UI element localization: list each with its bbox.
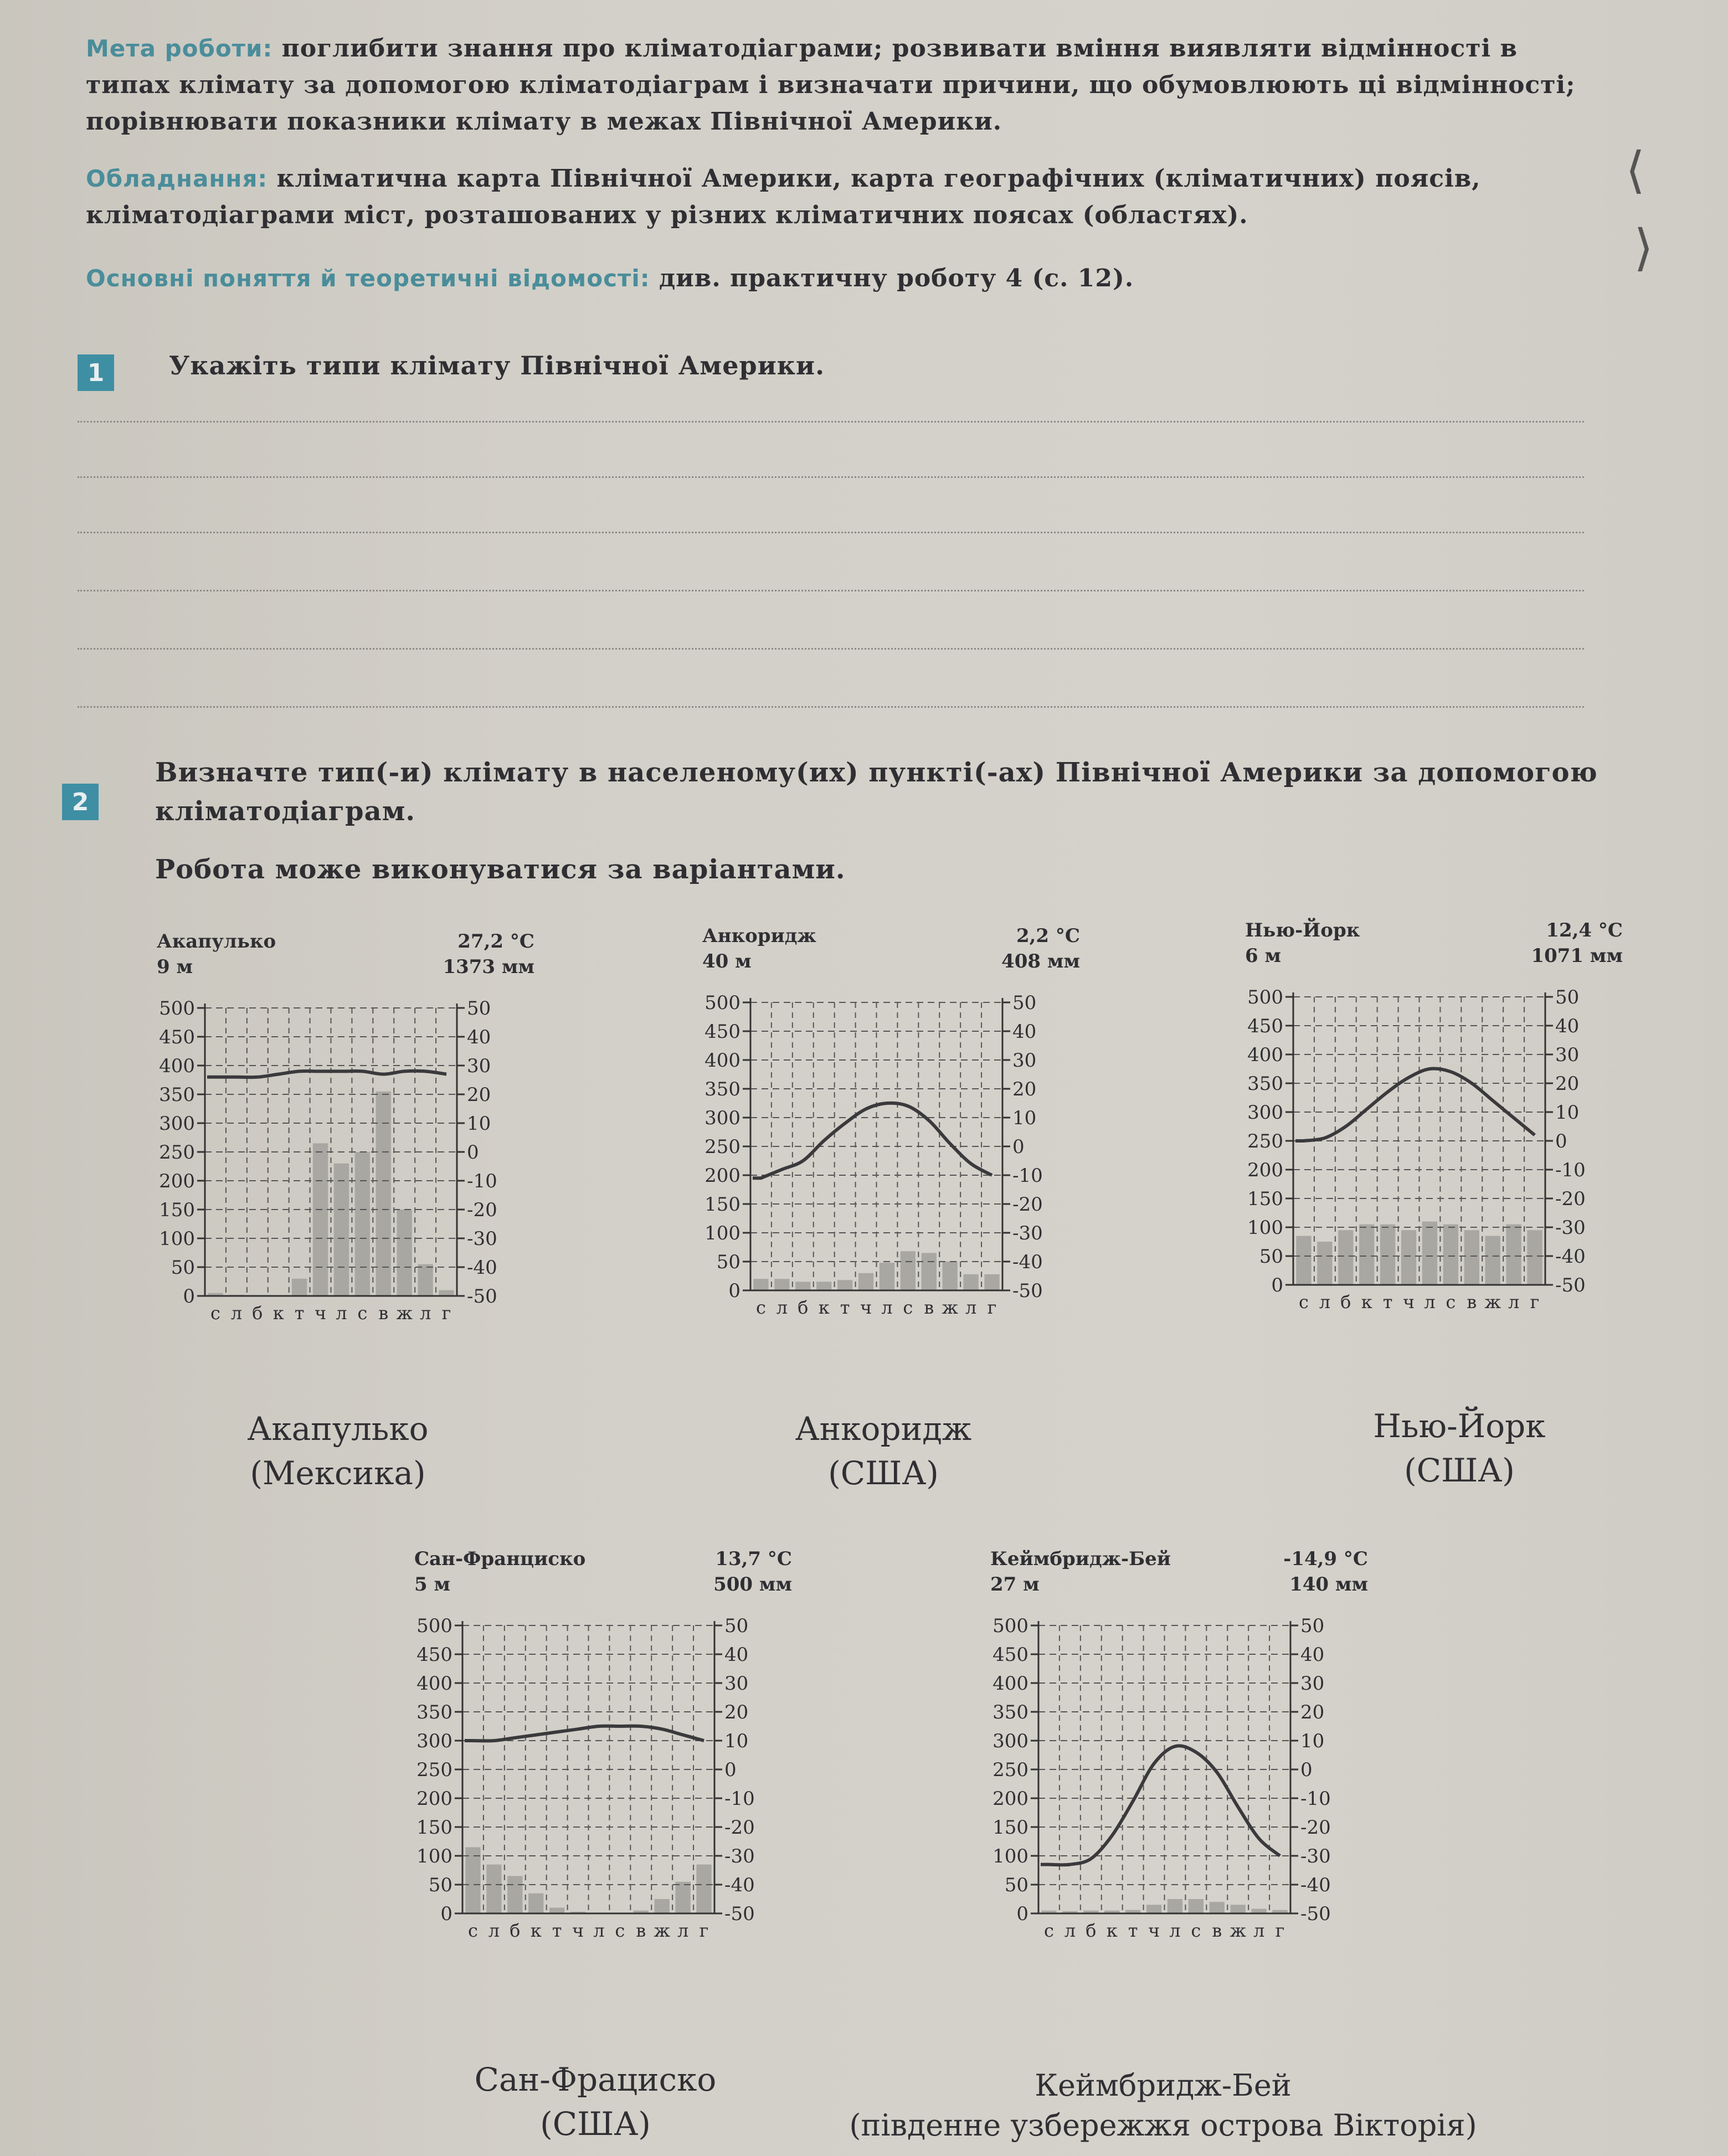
right-tick-label: -40 bbox=[724, 1874, 755, 1896]
precipitation-bar bbox=[922, 1253, 937, 1290]
right-tick-label: -10 bbox=[724, 1788, 755, 1810]
month-label: л bbox=[965, 1297, 977, 1318]
precipitation-bar bbox=[376, 1092, 391, 1296]
right-tick-label: 10 bbox=[467, 1113, 491, 1135]
caption-city: Сан-Фрациско bbox=[474, 2061, 717, 2098]
station-elevation: 27 м bbox=[990, 1573, 1040, 1596]
month-label: л bbox=[230, 1303, 243, 1324]
precipitation-bar bbox=[1464, 1230, 1479, 1285]
caption-new-york bbox=[1293, 1404, 1626, 1493]
left-tick-label: 250 bbox=[1247, 1130, 1283, 1152]
caption-city: Анкоридж bbox=[795, 1410, 972, 1448]
precipitation-bar bbox=[439, 1290, 454, 1296]
left-tick-label: 300 bbox=[992, 1730, 1028, 1752]
month-label: в bbox=[1212, 1920, 1222, 1941]
right-tick-label: -40 bbox=[1555, 1246, 1586, 1268]
station-name: Сан-Франциско bbox=[414, 1548, 586, 1570]
concepts-label: Основні поняття й теоретичні відомості: bbox=[86, 265, 650, 292]
right-tick-label: -20 bbox=[1300, 1817, 1331, 1839]
right-tick-label: -50 bbox=[1555, 1274, 1586, 1296]
month-label: в bbox=[1467, 1291, 1477, 1313]
precipitation-bar bbox=[753, 1279, 768, 1290]
precipitation-bar bbox=[549, 1908, 564, 1913]
left-tick-label: 100 bbox=[704, 1222, 740, 1244]
month-label: л bbox=[1508, 1291, 1520, 1313]
left-tick-label: 300 bbox=[1247, 1102, 1283, 1124]
left-tick-label: 0 bbox=[1016, 1903, 1028, 1925]
right-tick-label: 40 bbox=[1555, 1015, 1580, 1037]
climate-diagram-san-francisco bbox=[404, 1548, 814, 1969]
left-tick-label: 400 bbox=[704, 1049, 740, 1072]
month-label: в bbox=[378, 1303, 389, 1324]
temperature-curve bbox=[1041, 1746, 1280, 1865]
caption-country: (США) bbox=[828, 1454, 939, 1492]
climate-diagram-svg bbox=[147, 930, 557, 1351]
month-label: б bbox=[510, 1920, 521, 1941]
climate-diagram-acapulco bbox=[147, 930, 557, 1351]
left-tick-label: 200 bbox=[1247, 1159, 1283, 1181]
right-tick-label: -50 bbox=[724, 1903, 755, 1925]
left-tick-label: 350 bbox=[416, 1701, 452, 1723]
right-tick-label: 20 bbox=[1300, 1701, 1325, 1723]
task-2-text: Визначте тип(-и) клімату в населеному(их) пункті(-ах) Північної Америки за допомогою кліматодіаграм. bbox=[155, 757, 1598, 827]
left-tick-label: 150 bbox=[704, 1193, 740, 1216]
right-tick-label: 30 bbox=[467, 1055, 491, 1077]
month-label: л bbox=[488, 1920, 500, 1941]
climate-diagram-anchorage bbox=[692, 925, 1102, 1346]
precipitation-bar bbox=[313, 1143, 328, 1296]
station-annual-precipitation: 1373 мм bbox=[443, 956, 534, 978]
precipitation-bar bbox=[486, 1865, 501, 1913]
right-tick-label: 10 bbox=[724, 1730, 749, 1752]
month-label: ч bbox=[1148, 1920, 1160, 1941]
left-tick-label: 150 bbox=[992, 1817, 1028, 1839]
month-label: б bbox=[252, 1303, 263, 1324]
equipment-paragraph bbox=[86, 161, 1581, 234]
precipitation-bar bbox=[1189, 1899, 1204, 1913]
task-1-number: 1 bbox=[78, 354, 114, 391]
left-tick-label: 350 bbox=[1247, 1073, 1283, 1095]
precipitation-bar bbox=[655, 1899, 670, 1913]
precipitation-bar bbox=[1168, 1899, 1182, 1913]
left-tick-label: 150 bbox=[159, 1199, 195, 1221]
station-name: Анкоридж bbox=[702, 925, 816, 947]
station-mean-temperature: 2,2 °C bbox=[1016, 925, 1080, 947]
month-label: л bbox=[1064, 1920, 1076, 1941]
month-label: ж bbox=[1484, 1291, 1501, 1313]
left-tick-label: 450 bbox=[704, 1021, 740, 1043]
left-tick-label: 500 bbox=[704, 992, 740, 1014]
left-tick-label: 150 bbox=[416, 1817, 452, 1839]
left-tick-label: 300 bbox=[416, 1730, 452, 1752]
caption-city: Кеймбридж-Бей bbox=[1035, 2068, 1292, 2103]
station-name: Кеймбридж-Бей bbox=[990, 1548, 1171, 1570]
left-tick-label: 500 bbox=[1247, 986, 1283, 1008]
answer-line[interactable] bbox=[78, 476, 1584, 478]
station-annual-precipitation: 408 мм bbox=[1001, 950, 1080, 972]
month-label: л bbox=[336, 1303, 347, 1324]
month-label: т bbox=[552, 1920, 562, 1941]
month-label: ж bbox=[654, 1920, 670, 1941]
station-elevation: 9 м bbox=[157, 956, 193, 978]
right-tick-label: 20 bbox=[1555, 1073, 1580, 1095]
precipitation-bar bbox=[1401, 1230, 1416, 1285]
right-tick-label: -30 bbox=[467, 1228, 497, 1250]
left-tick-label: 350 bbox=[704, 1078, 740, 1100]
right-tick-label: 0 bbox=[1555, 1130, 1567, 1152]
caption-country: (США) bbox=[540, 2105, 651, 2143]
left-tick-label: 400 bbox=[1247, 1044, 1283, 1066]
right-tick-label: -10 bbox=[467, 1170, 497, 1192]
precipitation-bar bbox=[397, 1210, 412, 1296]
precipitation-bar bbox=[1231, 1905, 1246, 1913]
left-tick-label: 500 bbox=[159, 997, 195, 1020]
left-tick-label: 300 bbox=[704, 1107, 740, 1129]
caption-country: (Мексика) bbox=[250, 1454, 426, 1492]
task-2-note: Робота може виконуватися за варіантами. bbox=[155, 854, 846, 885]
temperature-curve bbox=[465, 1726, 704, 1741]
right-tick-label: 20 bbox=[724, 1701, 749, 1723]
temperature-curve bbox=[207, 1071, 446, 1077]
precipitation-bar bbox=[1210, 1902, 1225, 1913]
station-mean-temperature: 12,4 °C bbox=[1546, 919, 1623, 941]
left-tick-label: 400 bbox=[416, 1673, 452, 1695]
month-label: с bbox=[357, 1303, 368, 1324]
month-label: к bbox=[1361, 1291, 1372, 1313]
precipitation-bar bbox=[292, 1279, 307, 1296]
right-tick-label: -50 bbox=[467, 1285, 497, 1308]
month-label: л bbox=[1253, 1920, 1265, 1941]
left-tick-label: 100 bbox=[159, 1228, 195, 1250]
station-name: Акапулько bbox=[157, 930, 276, 953]
right-tick-label: -10 bbox=[1012, 1165, 1043, 1187]
left-tick-label: 350 bbox=[992, 1701, 1028, 1723]
right-tick-label: 50 bbox=[467, 997, 491, 1020]
left-tick-label: 100 bbox=[416, 1845, 452, 1867]
right-tick-label: 40 bbox=[1012, 1021, 1037, 1043]
right-tick-label: -20 bbox=[1012, 1193, 1043, 1216]
month-label: г bbox=[987, 1297, 997, 1318]
station-annual-precipitation: 500 мм bbox=[713, 1573, 792, 1596]
goal-label: Мета роботи: bbox=[86, 35, 273, 62]
month-label: ч bbox=[1402, 1291, 1415, 1313]
right-tick-label: 10 bbox=[1555, 1102, 1580, 1124]
month-label: т bbox=[840, 1297, 850, 1318]
month-label: л bbox=[677, 1920, 689, 1941]
month-label: ж bbox=[942, 1297, 958, 1318]
precipitation-bar bbox=[418, 1264, 433, 1296]
precipitation-bar bbox=[1338, 1230, 1353, 1285]
month-label: ч bbox=[572, 1920, 584, 1941]
precipitation-bar bbox=[1443, 1224, 1458, 1285]
month-label: т bbox=[294, 1303, 305, 1324]
caption-country: (південне узбережжя острова Вікторія) bbox=[849, 2108, 1477, 2143]
left-tick-label: 0 bbox=[183, 1285, 195, 1308]
caption-acapulco bbox=[172, 1407, 504, 1495]
right-tick-label: 50 bbox=[1555, 986, 1580, 1008]
task-2-number: 2 bbox=[62, 784, 99, 820]
right-tick-label: 20 bbox=[1012, 1078, 1037, 1100]
left-tick-label: 200 bbox=[159, 1170, 195, 1192]
month-label: г bbox=[1275, 1920, 1285, 1941]
task-1-text: Укажіть типи клімату Північної Америки. bbox=[169, 351, 825, 380]
precipitation-bar bbox=[528, 1893, 543, 1913]
goal-text: поглибити знання про кліматодіаграми; розвивати вміння виявляти відмінності в типах клімату за допомогою кліматодіаграм і визначати причини, що обумовлюють ці відмінності; порівнювати показники клімату в межах Північної Америки. bbox=[86, 34, 1576, 136]
precipitation-bar bbox=[1380, 1224, 1395, 1285]
right-tick-label: -30 bbox=[1300, 1845, 1331, 1867]
left-tick-label: 50 bbox=[428, 1874, 452, 1896]
left-tick-label: 0 bbox=[440, 1903, 452, 1925]
left-tick-label: 250 bbox=[704, 1136, 740, 1158]
right-tick-label: -20 bbox=[724, 1817, 755, 1839]
left-tick-label: 50 bbox=[1259, 1246, 1283, 1268]
month-label: л bbox=[1424, 1291, 1436, 1313]
precipitation-bar bbox=[774, 1279, 789, 1290]
equipment-label: Обладнання: bbox=[86, 165, 268, 192]
right-tick-label: 40 bbox=[1300, 1644, 1325, 1666]
month-label: т bbox=[1128, 1920, 1138, 1941]
right-tick-label: -30 bbox=[1012, 1222, 1043, 1244]
goal-paragraph bbox=[86, 30, 1581, 140]
month-label: к bbox=[818, 1297, 830, 1318]
month-label: г bbox=[441, 1303, 451, 1324]
caption-city: Нью-Йорк bbox=[1373, 1407, 1546, 1445]
precipitation-bar bbox=[1359, 1224, 1374, 1285]
right-tick-label: -30 bbox=[724, 1845, 755, 1867]
left-tick-label: 200 bbox=[704, 1165, 740, 1187]
station-annual-precipitation: 1071 мм bbox=[1531, 945, 1623, 967]
answer-line[interactable] bbox=[78, 590, 1584, 591]
left-tick-label: 500 bbox=[416, 1615, 452, 1637]
answer-line[interactable] bbox=[78, 706, 1584, 708]
month-label: б bbox=[1340, 1291, 1351, 1313]
left-tick-label: 250 bbox=[416, 1759, 452, 1781]
month-label: ж bbox=[396, 1303, 413, 1324]
month-label: с bbox=[615, 1920, 625, 1941]
station-elevation: 5 м bbox=[414, 1573, 451, 1596]
left-tick-label: 400 bbox=[159, 1055, 195, 1077]
month-label: л bbox=[593, 1920, 605, 1941]
left-tick-label: 200 bbox=[416, 1788, 452, 1810]
climate-diagram-svg bbox=[404, 1548, 814, 1969]
concepts-text: див. практичну роботу 4 (с. 12). bbox=[659, 264, 1134, 292]
precipitation-bar bbox=[1296, 1236, 1311, 1285]
precipitation-bar bbox=[334, 1164, 349, 1296]
month-label: ч bbox=[314, 1303, 327, 1324]
month-label: л bbox=[1319, 1291, 1331, 1313]
precipitation-bar bbox=[880, 1263, 894, 1290]
left-tick-label: 150 bbox=[1247, 1188, 1283, 1210]
precipitation-bar bbox=[696, 1865, 711, 1913]
month-label: т bbox=[1382, 1291, 1393, 1313]
right-tick-label: -10 bbox=[1555, 1159, 1586, 1181]
right-tick-label: 30 bbox=[1012, 1049, 1037, 1072]
right-tick-label: 0 bbox=[1012, 1136, 1025, 1158]
month-label: с bbox=[1043, 1920, 1054, 1941]
right-tick-label: 10 bbox=[1300, 1730, 1325, 1752]
left-tick-label: 300 bbox=[159, 1113, 195, 1135]
right-tick-label: 30 bbox=[1555, 1044, 1580, 1066]
right-tick-label: -10 bbox=[1300, 1788, 1331, 1810]
left-tick-label: 350 bbox=[159, 1084, 195, 1106]
month-label: ч bbox=[860, 1297, 872, 1318]
climate-diagram-svg bbox=[1235, 919, 1645, 1340]
precipitation-bar bbox=[355, 1152, 370, 1296]
month-label: л bbox=[881, 1297, 893, 1318]
concepts-paragraph bbox=[86, 260, 1581, 297]
month-label: к bbox=[530, 1920, 542, 1941]
month-label: л bbox=[419, 1303, 431, 1324]
left-tick-label: 0 bbox=[1271, 1274, 1283, 1296]
station-name: Нью-Йорк bbox=[1245, 919, 1360, 941]
right-tick-label: 40 bbox=[467, 1026, 491, 1048]
right-tick-label: -20 bbox=[467, 1199, 497, 1221]
station-elevation: 6 м bbox=[1245, 945, 1282, 967]
right-tick-label: 0 bbox=[724, 1759, 737, 1781]
right-tick-label: 50 bbox=[1012, 992, 1037, 1014]
station-mean-temperature: 13,7 °C bbox=[715, 1548, 792, 1570]
climate-diagram-svg bbox=[980, 1548, 1390, 1969]
month-label: г bbox=[699, 1920, 709, 1941]
precipitation-bar bbox=[963, 1274, 978, 1290]
left-tick-label: 50 bbox=[171, 1257, 195, 1279]
month-label: с bbox=[467, 1920, 478, 1941]
precipitation-bar bbox=[901, 1251, 916, 1290]
precipitation-bar bbox=[1527, 1230, 1542, 1285]
left-tick-label: 450 bbox=[159, 1026, 195, 1048]
month-label: б bbox=[1086, 1920, 1097, 1941]
month-label: б bbox=[798, 1297, 809, 1318]
precipitation-bar bbox=[1422, 1222, 1437, 1285]
precipitation-bar bbox=[465, 1847, 480, 1913]
left-tick-label: 50 bbox=[1004, 1874, 1028, 1896]
precipitation-bar bbox=[1146, 1905, 1161, 1913]
left-tick-label: 250 bbox=[159, 1141, 195, 1164]
left-tick-label: 0 bbox=[728, 1280, 740, 1302]
answer-line[interactable] bbox=[78, 648, 1584, 650]
right-tick-label: 0 bbox=[1300, 1759, 1313, 1781]
climate-diagram-svg bbox=[692, 925, 1102, 1346]
right-tick-label: 50 bbox=[1300, 1615, 1325, 1637]
precipitation-bar bbox=[1506, 1224, 1521, 1285]
precipitation-bar bbox=[816, 1282, 831, 1290]
month-label: в bbox=[924, 1297, 934, 1318]
right-tick-label: -20 bbox=[1555, 1188, 1586, 1210]
left-tick-label: 100 bbox=[1247, 1217, 1283, 1239]
month-label: в bbox=[636, 1920, 646, 1941]
margin-mark: ⟩ bbox=[1634, 219, 1654, 277]
month-label: ж bbox=[1230, 1920, 1246, 1941]
right-tick-label: 10 bbox=[1012, 1107, 1037, 1129]
month-label: г bbox=[1530, 1291, 1540, 1313]
right-tick-label: 40 bbox=[724, 1644, 749, 1666]
station-elevation: 40 м bbox=[702, 950, 752, 972]
precipitation-bar bbox=[943, 1262, 958, 1290]
month-label: с bbox=[1298, 1291, 1309, 1313]
caption-san-francisco bbox=[429, 2057, 762, 2146]
caption-country: (США) bbox=[1404, 1452, 1515, 1489]
right-tick-label: 50 bbox=[724, 1615, 749, 1637]
right-tick-label: -40 bbox=[1012, 1251, 1043, 1273]
station-mean-temperature: -14,9 °C bbox=[1283, 1548, 1368, 1570]
left-tick-label: 450 bbox=[1247, 1015, 1283, 1037]
left-tick-label: 50 bbox=[716, 1251, 740, 1273]
answer-line[interactable] bbox=[78, 532, 1584, 533]
month-label: к bbox=[272, 1303, 284, 1324]
precipitation-bar bbox=[1485, 1236, 1500, 1285]
margin-mark: ⟨ bbox=[1626, 141, 1645, 199]
month-label: к bbox=[1106, 1920, 1118, 1941]
right-tick-label: -50 bbox=[1300, 1903, 1331, 1925]
month-label: с bbox=[755, 1297, 766, 1318]
month-label: с bbox=[903, 1297, 913, 1318]
month-label: л bbox=[1169, 1920, 1181, 1941]
right-tick-label: -40 bbox=[1300, 1874, 1331, 1896]
month-label: с bbox=[210, 1303, 220, 1324]
caption-city: Акапулько bbox=[247, 1410, 429, 1448]
station-mean-temperature: 27,2 °C bbox=[457, 930, 534, 953]
left-tick-label: 400 bbox=[992, 1673, 1028, 1695]
precipitation-bar bbox=[507, 1876, 522, 1913]
caption-anchorage bbox=[717, 1407, 1050, 1495]
right-tick-label: 20 bbox=[467, 1084, 491, 1106]
precipitation-bar bbox=[858, 1273, 873, 1290]
right-tick-label: 30 bbox=[724, 1673, 749, 1695]
precipitation-bar bbox=[1317, 1242, 1332, 1285]
left-tick-label: 450 bbox=[992, 1644, 1028, 1666]
right-tick-label: 0 bbox=[467, 1141, 479, 1164]
left-tick-label: 200 bbox=[992, 1788, 1028, 1810]
equipment-text: кліматична карта Північної Америки, карта географічних (кліматичних) поясів, кліматодіаграми міст, розташованих у різних кліматичних поясах (областях). bbox=[86, 164, 1481, 229]
month-label: с bbox=[1191, 1920, 1201, 1941]
answer-line[interactable] bbox=[78, 421, 1584, 423]
left-tick-label: 100 bbox=[992, 1845, 1028, 1867]
precipitation-bar bbox=[675, 1882, 690, 1913]
right-tick-label: -30 bbox=[1555, 1217, 1586, 1239]
left-tick-label: 500 bbox=[992, 1615, 1028, 1637]
temperature-curve bbox=[753, 1103, 992, 1178]
month-label: с bbox=[1446, 1291, 1456, 1313]
left-tick-label: 450 bbox=[416, 1644, 452, 1666]
climate-diagram-cambridge-bay bbox=[980, 1548, 1390, 1969]
right-tick-label: -40 bbox=[467, 1257, 497, 1279]
precipitation-bar bbox=[837, 1280, 852, 1290]
left-tick-label: 250 bbox=[992, 1759, 1028, 1781]
precipitation-bar bbox=[984, 1274, 999, 1290]
temperature-curve bbox=[1295, 1068, 1535, 1141]
caption-cambridge-bay bbox=[803, 2066, 1523, 2145]
precipitation-bar bbox=[795, 1282, 810, 1290]
climate-diagram-new-york bbox=[1235, 919, 1645, 1340]
right-tick-label: 30 bbox=[1300, 1673, 1325, 1695]
right-tick-label: -50 bbox=[1012, 1280, 1043, 1302]
month-label: л bbox=[776, 1297, 788, 1318]
station-annual-precipitation: 140 мм bbox=[1289, 1573, 1368, 1596]
